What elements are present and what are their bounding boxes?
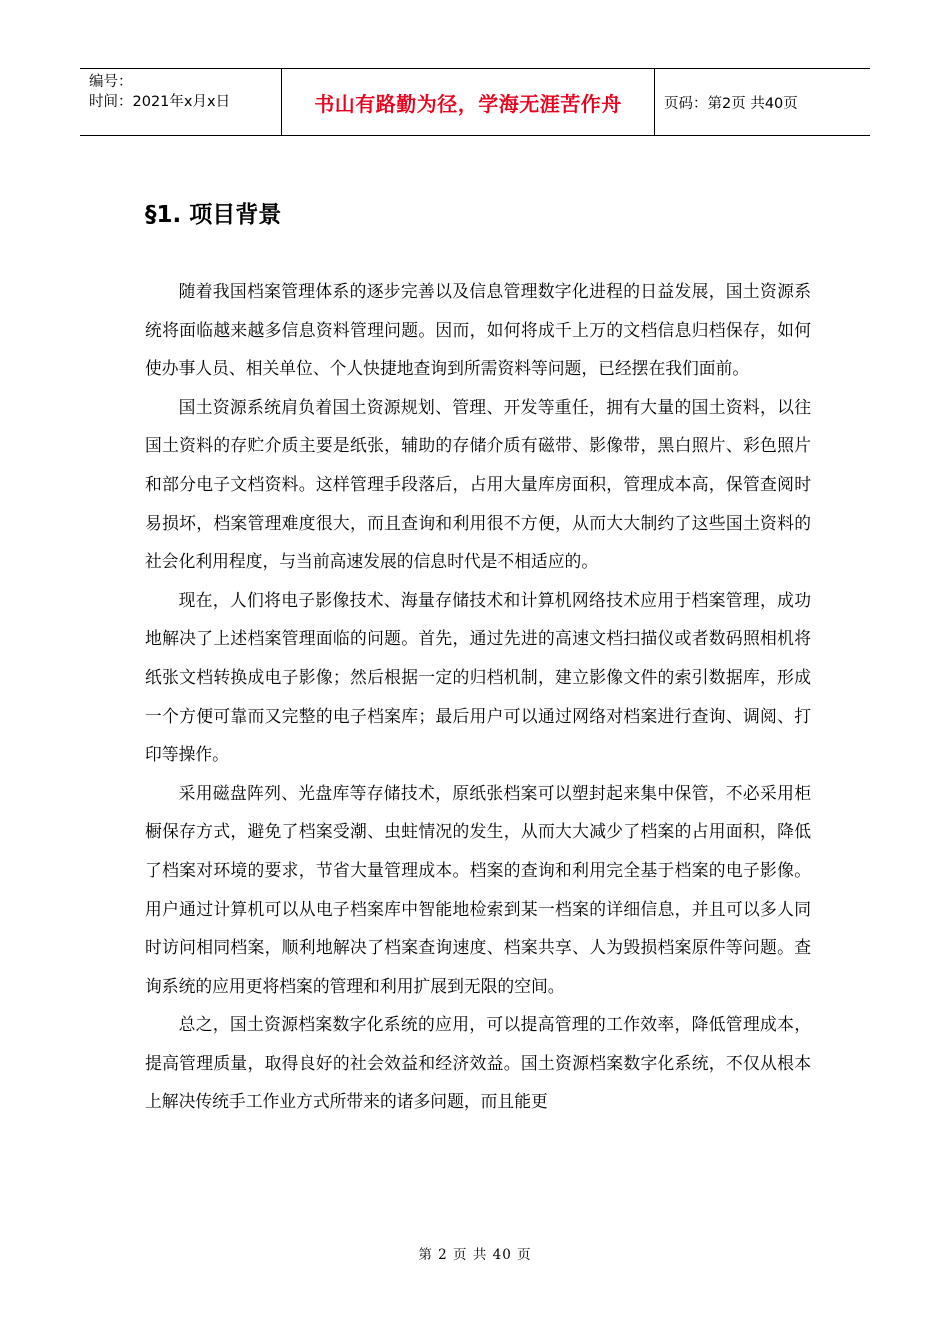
header-page-info-cell bbox=[655, 69, 870, 135]
header-motto-cell bbox=[281, 69, 655, 135]
document-date-label: 时间：2021年x月x日 bbox=[89, 94, 231, 110]
header-meta bbox=[80, 69, 281, 135]
paragraph: 总之，国土资源档案数字化系统的应用，可以提高管理的工作效率，降低管理成本，提高管理质量，取得良好的社会效益和经济效益。国土资源档案数字化系统，不仅从根本上解决传统手工作业方式所带来的诸多问题，而且能更 bbox=[145, 1014, 811, 1112]
header-motto: 书山有路勤为径，学海无涯苦作舟 bbox=[314, 91, 622, 116]
section-title: §1. 项目背景 bbox=[145, 202, 282, 228]
body-text bbox=[145, 272, 811, 1121]
paragraph: 随着我国档案管理体系的逐步完善以及信息管理数字化进程的日益发展，国土资源系统将面临越来越多信息资料管理问题。因而，如何将成千上万的文档信息归档保存，如何使办事人员、相关单位、个人快捷地查询到所需资料等问题，已经摆在我们面前。 bbox=[145, 281, 811, 379]
header-page-info: 页码：第2页 共40页 bbox=[664, 95, 798, 112]
document-number-label: 编号： bbox=[89, 74, 133, 90]
page-footer bbox=[0, 1243, 950, 1263]
paragraph: 国土资源系统肩负着国土资源规划、管理、开发等重任，拥有大量的国土资料，以往国土资料的存贮介质主要是纸张，辅助的存储介质有磁带、影像带，黑白照片、彩色照片和部分电子文档资料。这样管理手段落后，占用大量库房面积，管理成本高，保管查阅时易损坏，档案管理难度很大，而且查询和利用很不方便，从而大大制约了这些国土资料的社会化利用程度，与当前高速发展的信息时代是不相适应的。 bbox=[145, 396, 811, 572]
footer-page-number: 第 2 页 共 40 页 bbox=[418, 1247, 532, 1263]
paragraph: 现在，人们将电子影像技术、海量存储技术和计算机网络技术应用于档案管理，成功地解决了上述档案管理面临的问题。首先，通过先进的高速文档扫描仪或者数码照相机将纸张文档转换成电子影像；然后根据一定的归档机制，建立影像文件的索引数据库，形成一个方便可靠而又完整的电子档案库；最后用户可以通过网络对档案进行查询、调阅、打印等操作。 bbox=[145, 589, 811, 765]
page-header bbox=[80, 68, 870, 136]
paragraph: 采用磁盘阵列、光盘库等存储技术，原纸张档案可以塑封起来集中保管，不必采用柜橱保存方式，避免了档案受潮、虫蛀情况的发生，从而大大减少了档案的占用面积，降低了档案对环境的要求，节省大量管理成本。档案的查询和利用完全基于档案的电子影像。用户通过计算机可以从电子档案库中智能地检索到某一档案的详细信息，并且可以多人同时访问相同档案，顺利地解决了档案查询速度、档案共享、人为毁损档案原件等问题。查询系统的应用更将档案的管理和利用扩展到无限的空间。 bbox=[145, 782, 811, 996]
